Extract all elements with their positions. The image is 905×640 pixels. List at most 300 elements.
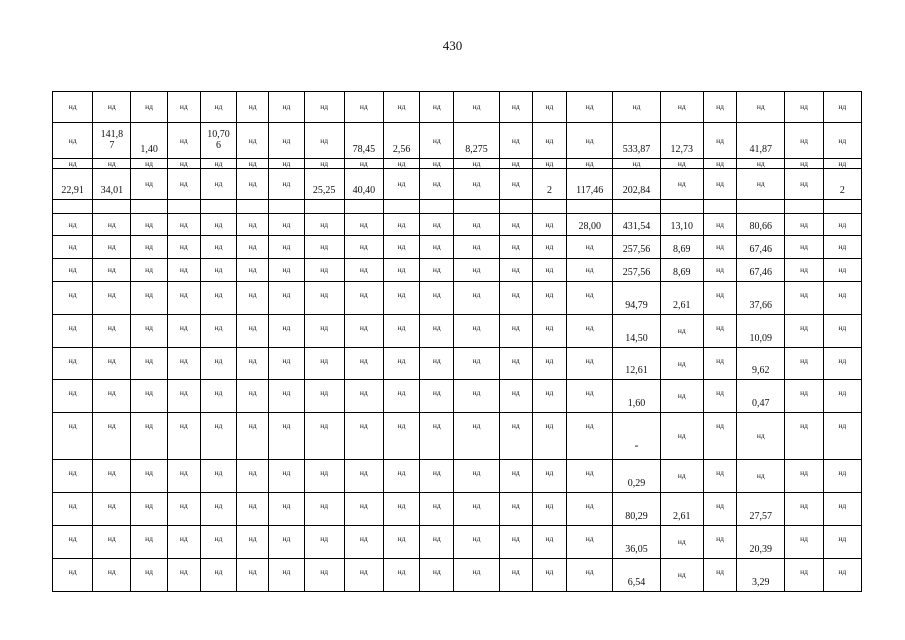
table-cell: нд <box>237 413 269 460</box>
table-cell: нд <box>532 460 566 493</box>
table-cell: нд <box>344 559 383 592</box>
table-cell: нд <box>420 348 454 380</box>
table-cell: нд <box>420 159 454 169</box>
table-cell: нд <box>304 259 344 282</box>
table-cell: нд <box>703 559 736 592</box>
table-cell: 0,29 <box>613 460 660 493</box>
table-cell: нд <box>785 92 823 123</box>
table-cell: нд <box>131 315 167 348</box>
table-cell <box>499 200 532 214</box>
table-cell: нд <box>823 259 861 282</box>
table-cell: нд <box>237 169 269 200</box>
table-cell: нд <box>93 236 131 259</box>
table-cell: нд <box>823 526 861 559</box>
table-cell: нд <box>823 236 861 259</box>
table-cell: нд <box>823 123 861 159</box>
table-row <box>53 259 862 282</box>
table-cell: 10,70 6 <box>200 123 236 159</box>
table-cell: нд <box>131 159 167 169</box>
table-cell: нд <box>785 526 823 559</box>
table-cell: 20,39 <box>737 526 785 559</box>
table-cell: нд <box>567 315 613 348</box>
table-cell: 533,87 <box>613 123 660 159</box>
table-row <box>53 282 862 315</box>
table-cell: нд <box>737 169 785 200</box>
table-cell: нд <box>167 460 200 493</box>
table-cell: нд <box>304 559 344 592</box>
table-cell <box>93 200 131 214</box>
table-cell: нд <box>167 315 200 348</box>
table-cell: нд <box>344 380 383 413</box>
table-row <box>53 214 862 236</box>
table-cell: нд <box>383 282 419 315</box>
table-cell: 2 <box>532 169 566 200</box>
table-row <box>53 169 862 200</box>
table-cell: нд <box>53 236 93 259</box>
table-cell: нд <box>737 460 785 493</box>
table-cell: нд <box>269 559 304 592</box>
table-cell: нд <box>93 559 131 592</box>
table-cell: нд <box>383 259 419 282</box>
table-cell: нд <box>454 493 499 526</box>
table-cell: нд <box>383 315 419 348</box>
table-cell: нд <box>269 169 304 200</box>
table-cell: нд <box>237 159 269 169</box>
table-cell <box>785 200 823 214</box>
table-cell <box>167 200 200 214</box>
table-cell: нд <box>785 123 823 159</box>
table-cell: нд <box>420 559 454 592</box>
table-cell: нд <box>499 380 532 413</box>
table-cell: нд <box>454 92 499 123</box>
table-cell: нд <box>703 123 736 159</box>
table-cell: нд <box>823 315 861 348</box>
table-cell: 2,61 <box>660 282 703 315</box>
table-cell: нд <box>344 493 383 526</box>
table-cell: нд <box>131 526 167 559</box>
table-cell: нд <box>200 493 236 526</box>
table-cell: нд <box>131 559 167 592</box>
table-cell: нд <box>167 559 200 592</box>
table-cell: нд <box>823 348 861 380</box>
table-cell: 40,40 <box>344 169 383 200</box>
table-cell: нд <box>304 236 344 259</box>
table-cell: нд <box>53 526 93 559</box>
table-cell: нд <box>237 348 269 380</box>
table-cell: нд <box>823 380 861 413</box>
table-cell: 36,05 <box>613 526 660 559</box>
table-cell: нд <box>454 214 499 236</box>
table-cell: нд <box>383 348 419 380</box>
table-cell: нд <box>532 348 566 380</box>
table-cell: нд <box>823 282 861 315</box>
table-cell: нд <box>454 169 499 200</box>
table-cell: нд <box>237 282 269 315</box>
table-cell: нд <box>131 380 167 413</box>
table-cell: нд <box>660 559 703 592</box>
table-cell: нд <box>383 92 419 123</box>
table-cell: нд <box>200 214 236 236</box>
table-cell: нд <box>131 214 167 236</box>
table-cell: нд <box>420 460 454 493</box>
table-cell: нд <box>304 123 344 159</box>
table-row <box>53 200 862 214</box>
table-cell: нд <box>660 526 703 559</box>
table-cell: нд <box>532 493 566 526</box>
table-cell: 80,29 <box>613 493 660 526</box>
table-cell: нд <box>785 559 823 592</box>
table-cell: нд <box>167 169 200 200</box>
table-cell: нд <box>237 526 269 559</box>
table-cell: 41,87 <box>737 123 785 159</box>
table-cell: нд <box>454 348 499 380</box>
table-cell: 25,25 <box>304 169 344 200</box>
table-cell: нд <box>420 315 454 348</box>
table-cell: нд <box>304 159 344 169</box>
table-cell: нд <box>131 460 167 493</box>
table-cell: нд <box>53 315 93 348</box>
table-cell: 2 <box>823 169 861 200</box>
table-cell: нд <box>269 214 304 236</box>
table-cell: нд <box>344 159 383 169</box>
table-cell: нд <box>344 92 383 123</box>
table-cell: нд <box>703 526 736 559</box>
table-cell: нд <box>660 169 703 200</box>
table-cell: нд <box>304 315 344 348</box>
table-row <box>53 526 862 559</box>
table-cell: нд <box>167 282 200 315</box>
table-cell: нд <box>499 559 532 592</box>
table-cell: 10,09 <box>737 315 785 348</box>
table-cell: 6,54 <box>613 559 660 592</box>
table-cell: нд <box>93 493 131 526</box>
table-cell: нд <box>93 348 131 380</box>
table-cell: нд <box>269 413 304 460</box>
table-cell: нд <box>131 282 167 315</box>
table-cell: 80,66 <box>737 214 785 236</box>
table-cell: нд <box>703 159 736 169</box>
table-cell: нд <box>344 282 383 315</box>
table-cell: нд <box>532 315 566 348</box>
table-cell: нд <box>200 259 236 282</box>
table-cell: нд <box>131 413 167 460</box>
table-cell: нд <box>567 526 613 559</box>
table-cell: 9,62 <box>737 348 785 380</box>
table-row <box>53 493 862 526</box>
table-cell: нд <box>785 159 823 169</box>
table-cell: нд <box>237 92 269 123</box>
table-cell: 431,54 <box>613 214 660 236</box>
table-cell: нд <box>269 236 304 259</box>
table-cell: нд <box>567 282 613 315</box>
table-cell: нд <box>167 259 200 282</box>
table-cell: нд <box>269 282 304 315</box>
table-cell: нд <box>93 214 131 236</box>
table-cell: 0,47 <box>737 380 785 413</box>
table-cell <box>269 200 304 214</box>
table-cell: нд <box>499 348 532 380</box>
table-cell: нд <box>660 460 703 493</box>
table-cell: 78,45 <box>344 123 383 159</box>
table-cell <box>344 200 383 214</box>
table-cell <box>200 200 236 214</box>
table-cell: нд <box>383 169 419 200</box>
table-cell: нд <box>200 236 236 259</box>
table-cell: 28,00 <box>567 214 613 236</box>
table-cell: нд <box>269 123 304 159</box>
table-cell: нд <box>200 315 236 348</box>
table-cell: нд <box>567 380 613 413</box>
table-cell: 13,10 <box>660 214 703 236</box>
table-row <box>53 460 862 493</box>
table-cell: 27,57 <box>737 493 785 526</box>
table-cell: нд <box>785 460 823 493</box>
table-cell: нд <box>344 460 383 493</box>
table-cell: нд <box>420 169 454 200</box>
table-cell: нд <box>567 493 613 526</box>
table-cell: нд <box>200 92 236 123</box>
table-row <box>53 123 862 159</box>
table-cell: нд <box>200 559 236 592</box>
table-cell: нд <box>703 259 736 282</box>
table-cell: нд <box>344 526 383 559</box>
table-cell: нд <box>167 413 200 460</box>
table-cell: нд <box>93 460 131 493</box>
table-cell: нд <box>532 92 566 123</box>
table-cell: нд <box>53 282 93 315</box>
table-cell: нд <box>93 413 131 460</box>
table-cell: нд <box>567 236 613 259</box>
table-cell <box>737 200 785 214</box>
table-cell: нд <box>383 559 419 592</box>
table-cell: нд <box>660 92 703 123</box>
table-cell: нд <box>823 214 861 236</box>
table-cell: нд <box>660 348 703 380</box>
table-cell: нд <box>53 92 93 123</box>
table-cell: нд <box>383 413 419 460</box>
table-row <box>53 380 862 413</box>
table-cell: нд <box>131 493 167 526</box>
table-cell: нд <box>200 169 236 200</box>
table-cell: нд <box>737 159 785 169</box>
table-cell: 8,275 <box>454 123 499 159</box>
table-cell: нд <box>703 282 736 315</box>
table-cell: нд <box>93 92 131 123</box>
table-cell: нд <box>737 92 785 123</box>
table-cell: нд <box>167 380 200 413</box>
table-cell: нд <box>420 92 454 123</box>
table-cell: 141,8 7 <box>93 123 131 159</box>
table-cell: нд <box>269 315 304 348</box>
table-cell: нд <box>167 92 200 123</box>
table-cell: нд <box>237 123 269 159</box>
table-cell: 257,56 <box>613 259 660 282</box>
table-cell: нд <box>420 526 454 559</box>
table-cell: нд <box>454 236 499 259</box>
table-cell: нд <box>567 92 613 123</box>
table-cell: нд <box>420 380 454 413</box>
table-cell: нд <box>167 123 200 159</box>
table-cell: нд <box>499 236 532 259</box>
table-cell: нд <box>344 214 383 236</box>
table-cell <box>703 200 736 214</box>
table-cell: нд <box>703 348 736 380</box>
table-cell: нд <box>200 282 236 315</box>
table-cell: нд <box>499 413 532 460</box>
table-cell: нд <box>613 159 660 169</box>
table-cell <box>420 200 454 214</box>
table-row <box>53 159 862 169</box>
table-cell: нд <box>785 214 823 236</box>
table-cell: нд <box>93 526 131 559</box>
table-cell <box>454 200 499 214</box>
table-cell: 67,46 <box>737 259 785 282</box>
table-cell: нд <box>785 315 823 348</box>
table-cell: нд <box>383 526 419 559</box>
table-cell: нд <box>567 259 613 282</box>
table-cell: 8,69 <box>660 236 703 259</box>
table-cell: нд <box>269 348 304 380</box>
table-cell: нд <box>344 315 383 348</box>
table-cell: нд <box>532 282 566 315</box>
table-cell: 37,66 <box>737 282 785 315</box>
table-cell: нд <box>499 526 532 559</box>
table-cell: нд <box>660 315 703 348</box>
table-cell: нд <box>454 259 499 282</box>
table-cell: нд <box>703 413 736 460</box>
table-cell: нд <box>532 159 566 169</box>
table-cell: 12,61 <box>613 348 660 380</box>
table-cell: нд <box>703 380 736 413</box>
table-cell <box>532 200 566 214</box>
table-cell: - <box>613 413 660 460</box>
table-cell: 8,69 <box>660 259 703 282</box>
table-cell: нд <box>499 460 532 493</box>
table-cell: 2,56 <box>383 123 419 159</box>
table-cell: нд <box>269 92 304 123</box>
table-cell: нд <box>237 214 269 236</box>
table-cell: нд <box>200 413 236 460</box>
table-cell: нд <box>383 493 419 526</box>
table-cell: нд <box>53 493 93 526</box>
table-cell: нд <box>532 526 566 559</box>
table-cell: нд <box>269 380 304 413</box>
table-cell: 3,29 <box>737 559 785 592</box>
table-cell: нд <box>823 493 861 526</box>
table-cell: нд <box>499 282 532 315</box>
table-cell: нд <box>660 413 703 460</box>
table-cell: нд <box>454 282 499 315</box>
table-cell: нд <box>383 214 419 236</box>
table-cell: нд <box>454 380 499 413</box>
table-cell: нд <box>567 413 613 460</box>
table-cell: нд <box>200 159 236 169</box>
table-cell: нд <box>237 315 269 348</box>
table-row <box>53 559 862 592</box>
table-cell: 12,73 <box>660 123 703 159</box>
table-cell: 1,60 <box>613 380 660 413</box>
table-cell: нд <box>53 559 93 592</box>
table-cell: нд <box>237 236 269 259</box>
table-cell: нд <box>131 92 167 123</box>
table-cell: нд <box>344 259 383 282</box>
table-cell: нд <box>237 559 269 592</box>
table-cell: нд <box>237 460 269 493</box>
table-cell: нд <box>823 159 861 169</box>
table-cell: нд <box>344 413 383 460</box>
table-cell: нд <box>383 460 419 493</box>
table-cell: нд <box>785 493 823 526</box>
table-cell: 94,79 <box>613 282 660 315</box>
table-cell: нд <box>269 526 304 559</box>
table-cell: нд <box>420 413 454 460</box>
table-cell: нд <box>200 348 236 380</box>
table-cell: 2,61 <box>660 493 703 526</box>
table-cell: нд <box>532 214 566 236</box>
table-cell: нд <box>454 460 499 493</box>
table-cell: нд <box>53 413 93 460</box>
page-number: 430 <box>442 38 463 53</box>
table-cell <box>131 200 167 214</box>
table-cell <box>660 200 703 214</box>
table-cell: нд <box>703 493 736 526</box>
table-cell: нд <box>304 214 344 236</box>
table-cell: нд <box>499 259 532 282</box>
table-cell: нд <box>567 460 613 493</box>
table-cell: нд <box>167 159 200 169</box>
table-cell: нд <box>53 380 93 413</box>
table-cell: 257,56 <box>613 236 660 259</box>
table-cell: нд <box>823 413 861 460</box>
table-cell: нд <box>53 460 93 493</box>
table-cell: нд <box>269 259 304 282</box>
table-cell: нд <box>53 214 93 236</box>
table-cell: 14,50 <box>613 315 660 348</box>
table-cell: нд <box>532 236 566 259</box>
table-cell: нд <box>703 236 736 259</box>
table-cell: 1,40 <box>131 123 167 159</box>
table-cell: нд <box>269 493 304 526</box>
table-cell: нд <box>823 92 861 123</box>
table-cell: нд <box>93 282 131 315</box>
table-cell: нд <box>785 413 823 460</box>
table-cell: нд <box>344 348 383 380</box>
table-cell: нд <box>703 169 736 200</box>
table-cell: нд <box>703 214 736 236</box>
table-cell: нд <box>567 123 613 159</box>
table-cell: нд <box>613 92 660 123</box>
table-cell: нд <box>420 214 454 236</box>
table-cell: нд <box>532 259 566 282</box>
table-cell: нд <box>200 526 236 559</box>
table-cell: нд <box>304 526 344 559</box>
table-cell: нд <box>737 413 785 460</box>
table-cell: нд <box>785 380 823 413</box>
table-cell: нд <box>532 123 566 159</box>
table-cell: нд <box>454 526 499 559</box>
table-cell: нд <box>454 315 499 348</box>
table-cell: нд <box>532 559 566 592</box>
table-cell: нд <box>304 92 344 123</box>
table-cell: нд <box>383 236 419 259</box>
table-cell: нд <box>567 159 613 169</box>
table-cell: нд <box>383 380 419 413</box>
table-cell: нд <box>200 380 236 413</box>
table-cell: нд <box>53 348 93 380</box>
table-row <box>53 413 862 460</box>
table-cell: нд <box>785 259 823 282</box>
table-cell: нд <box>823 559 861 592</box>
